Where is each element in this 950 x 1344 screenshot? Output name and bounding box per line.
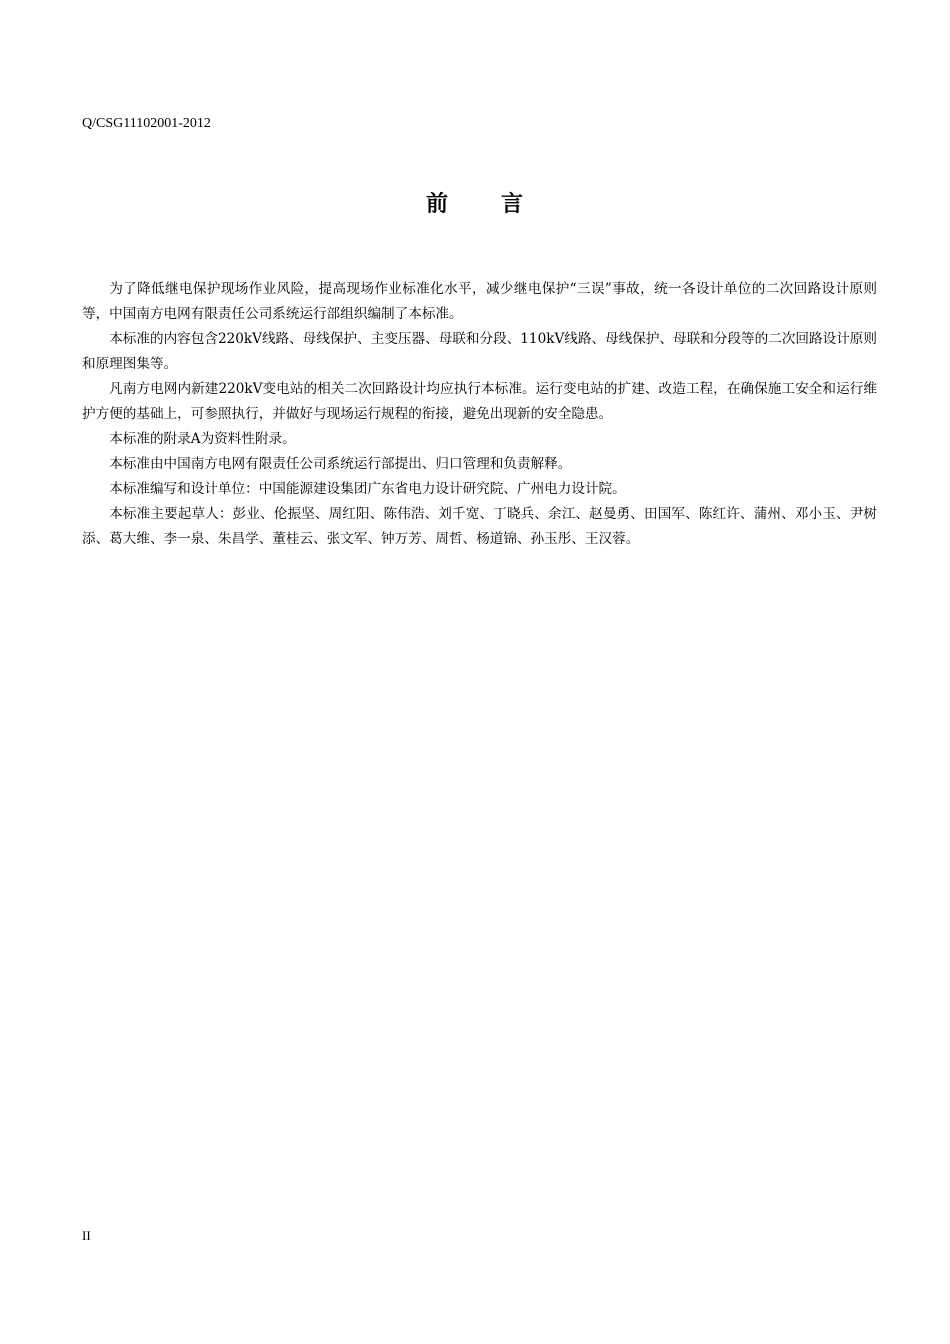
preface-body [82, 277, 877, 552]
paragraph-drafters: 本标准主要起草人：彭业、伦振坚、周红阳、陈伟浩、刘千宽、丁晓兵、余江、赵曼勇、田国军、陈红许、蒲州、邓小玉、尹树添、葛大维、李一泉、朱昌学、董桂云、张文军、钟万芳、周哲、杨道锦、孙玉彤、王汉蓉。 [82, 506, 877, 547]
title-part-1: 前 [425, 192, 449, 217]
document-code: Q/CSG11102001-2012 [82, 116, 211, 131]
paragraph-scope: 凡南方电网内新建220kV变电站的相关二次回路设计均应执行本标准。运行变电站的扩建、改造工程，在确保施工安全和运行维护方便的基础上，可参照执行，并做好与现场运行规程的衔接，避免出现新的安全隐患。 [82, 381, 877, 422]
page-number: II [82, 1228, 91, 1243]
title-part-2: 言 [501, 192, 525, 217]
paragraph-appendix: 本标准的附录A为资料性附录。 [109, 431, 296, 447]
paragraph-authoring-units: 本标准编写和设计单位：中国能源建设集团广东省电力设计研究院、广州电力设计院。 [109, 481, 626, 497]
paragraph-proposer: 本标准由中国南方电网有限责任公司系统运行部提出、归口管理和负责解释。 [109, 456, 572, 472]
paragraph-content: 本标准的内容包含220kV线路、母线保护、主变压器、母联和分段、110kV线路、母线保护、母联和分段等的二次回路设计原则和原理图集等。 [82, 331, 877, 372]
paragraph-purpose: 为了降低继电保护现场作业风险，提高现场作业标准化水平，减少继电保护“三误”事故，统一各设计单位的二次回路设计原则等，中国南方电网有限责任公司系统运行部组织编制了本标准。 [82, 281, 877, 322]
page-title [0, 190, 950, 220]
